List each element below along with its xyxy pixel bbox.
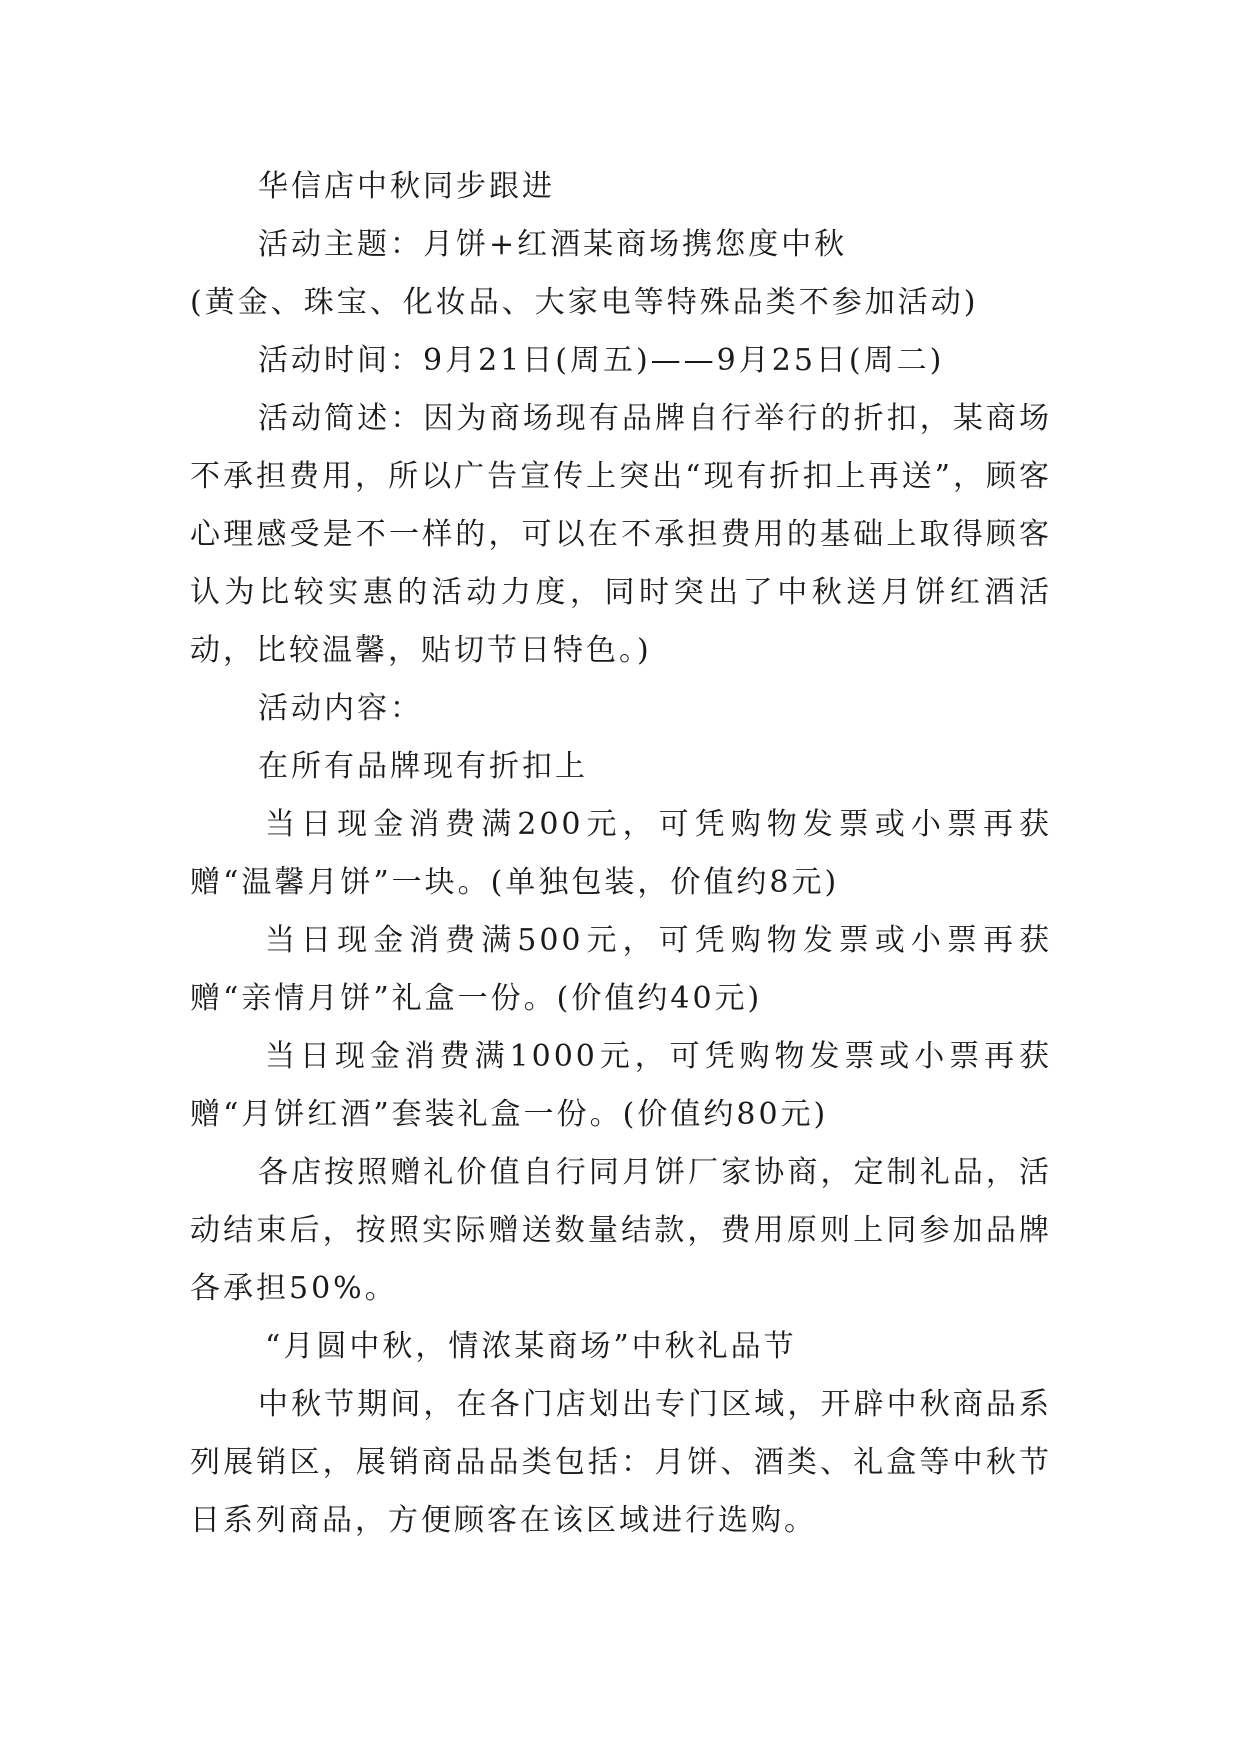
tier-1000: 当日现金消费满1000元，可凭购物发票或小票再获赠“月饼红酒”套装礼盒一份。(价值约80元): [190, 1039, 1052, 1132]
activity-content-heading: 活动内容：: [258, 691, 423, 726]
tier-500: 当日现金消费满500元，可凭购物发票或小票再获赠“亲情月饼”礼盒一份。(价值约40元): [190, 923, 1052, 1016]
document-page: [190, 158, 1052, 1550]
excluded-categories-note: (黄金、珠宝、化妆品、大家电等特殊品类不参加活动): [190, 285, 979, 320]
discount-basis: 在所有品牌现有折扣上: [258, 749, 588, 784]
cost-sharing: 各店按照赠礼价值自行同月饼厂家协商，定制礼品，活动结束后，按照实际赠送数量结款，费用原则上同参加品牌各承担50%。: [190, 1155, 1052, 1306]
activity-theme: 活动主题：月饼+红酒某商场携您度中秋: [258, 227, 848, 262]
tier-200: 当日现金消费满200元，可凭购物发票或小票再获赠“温馨月饼”一块。(单独包装，价值约8元): [190, 807, 1052, 900]
activity-summary: 活动简述：因为商场现有品牌自行举行的折扣，某商场不承担费用，所以广告宣传上突出“现有折扣上再送”，顾客心理感受是不一样的，可以在不承担费用的基础上取得顾客认为比较实惠的活动力度，同时突出了中秋送月饼红酒活动，比较温馨，贴切节日特色。): [190, 401, 1052, 668]
activity-time: 活动时间：9月21日(周五)——9月25日(周二): [258, 343, 945, 378]
gift-festival-heading: “月圆中秋，情浓某商场”中秋礼品节: [265, 1329, 797, 1364]
store-heading: 华信店中秋同步跟进: [258, 169, 555, 204]
gift-festival-description: 中秋节期间，在各门店划出专门区域，开辟中秋商品系列展销区，展销商品品类包括：月饼、酒类、礼盒等中秋节日系列商品，方便顾客在该区域进行选购。: [190, 1387, 1052, 1538]
